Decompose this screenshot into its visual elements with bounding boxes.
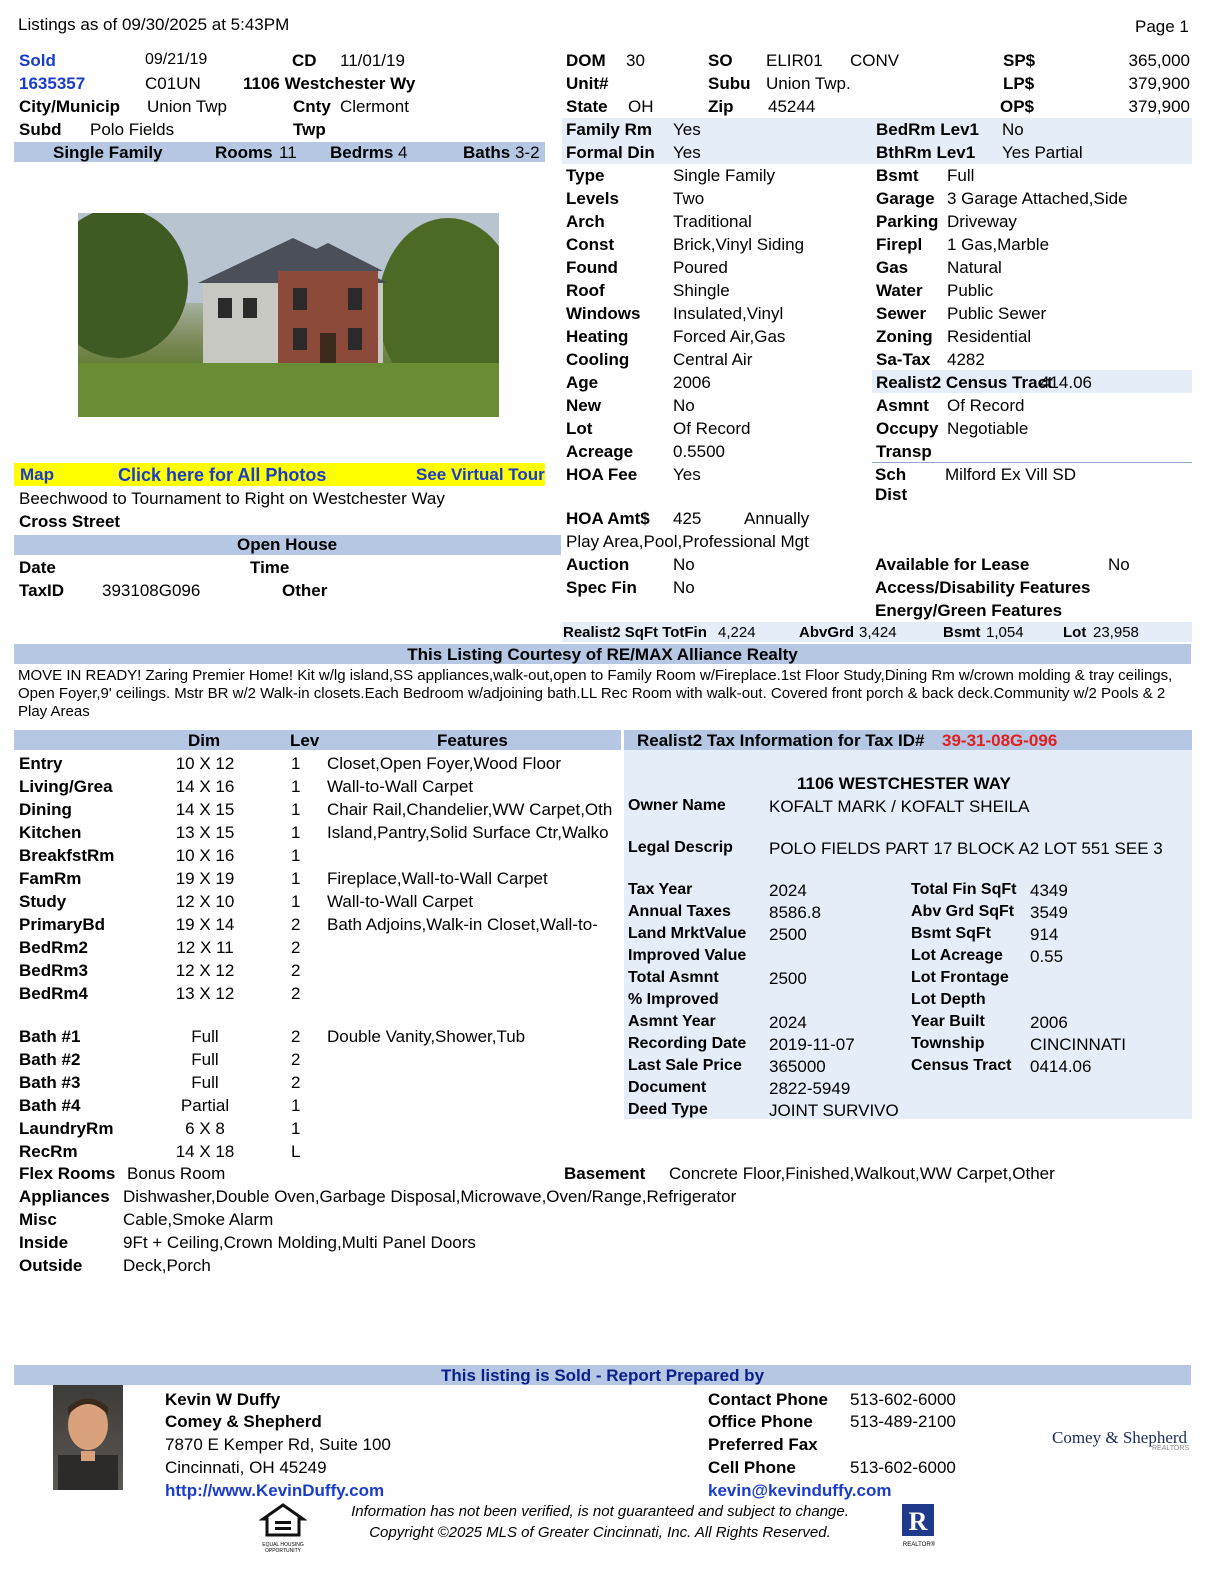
room-features: Bath Adjoins,Walk-in Closet,Wall-to- — [327, 915, 598, 934]
detail-label: BthRm Lev1 — [876, 143, 976, 162]
agent-city: Cincinnati, OH 45249 — [165, 1458, 327, 1477]
detail-label: Heating — [566, 327, 629, 346]
room-name: Kitchen — [19, 823, 82, 842]
room-name: BreakfstRm — [19, 846, 115, 865]
tax-label: Township — [911, 1035, 985, 1052]
sqft-totfin-label: Realist2 SqFt TotFin — [563, 624, 707, 641]
tax-title: Realist2 Tax Information for Tax ID# — [637, 731, 925, 750]
rooms-features-header: Features — [437, 731, 508, 750]
detail-value: Full — [947, 166, 975, 185]
room-name: Bath #4 — [19, 1096, 81, 1115]
tax-address: 1106 WESTCHESTER WAY — [797, 774, 1011, 793]
tax-label: Annual Taxes — [628, 903, 731, 920]
tax-value: 2006 — [1030, 1013, 1068, 1032]
divider — [872, 462, 1192, 463]
room-name: LaundryRm — [19, 1119, 114, 1138]
detail-label: Roof — [566, 281, 605, 300]
room-dim: 13 X 12 — [175, 984, 235, 1003]
detail-value: Residential — [947, 327, 1032, 346]
detail-value: Yes Partial — [1002, 143, 1083, 162]
sqft-totfin-value: 4,224 — [718, 624, 756, 641]
hoa-amount-label: HOA Amt$ — [566, 509, 650, 528]
room-name: Study — [19, 892, 67, 911]
tax-label: Total Fin SqFt — [911, 881, 1017, 898]
taxid-value: 393108G096 — [102, 581, 201, 600]
room-level: 2 — [291, 938, 301, 957]
tax-value: JOINT SURVIVO — [769, 1101, 899, 1120]
spec-fin-value: No — [673, 578, 695, 597]
room-name: BedRm2 — [19, 938, 88, 957]
tax-value: 2024 — [769, 1013, 807, 1032]
room-dim: Partial — [180, 1096, 230, 1115]
district-label: Dist — [875, 485, 908, 504]
auction-label: Auction — [566, 555, 630, 574]
room-level: L — [291, 1142, 301, 1161]
detail-label: Zoning — [876, 327, 933, 346]
auction-value: No — [673, 555, 695, 574]
room-level: 1 — [291, 800, 301, 819]
outside-label: Outside — [19, 1256, 83, 1275]
detail-value: Driveway — [947, 212, 1017, 231]
inside-label: Inside — [19, 1233, 69, 1252]
flex-rooms-label: Flex Rooms — [19, 1164, 116, 1183]
detail-label: Asmnt — [876, 396, 929, 415]
access-features-label: Access/Disability Features — [875, 578, 1091, 597]
office-phone-label: Office Phone — [708, 1412, 813, 1431]
detail-value: 414.06 — [1040, 373, 1092, 392]
agent-company: Comey & Shepherd — [165, 1412, 322, 1431]
room-dim: 10 X 16 — [175, 846, 235, 865]
agent-email-link[interactable]: kevin@kevinduffy.com — [708, 1481, 892, 1500]
detail-label: Gas — [876, 258, 909, 277]
room-name: RecRm — [19, 1142, 78, 1161]
tax-label: Last Sale Price — [628, 1057, 742, 1074]
disclaimer-line-1: Information has not been verified, is not guaranteed and subject to change. — [351, 1503, 849, 1520]
open-house-time-label: Time — [250, 558, 290, 577]
directions: Beechwood to Tournament to Right on Westchester Way — [19, 489, 445, 508]
sqft-bsmt-label: Bsmt — [943, 624, 981, 641]
subu-value: Union Twp. — [766, 74, 851, 93]
open-house-date-label: Date — [19, 558, 56, 577]
detail-value: Yes — [673, 143, 701, 162]
cd-label: CD — [292, 51, 317, 70]
room-level: 1 — [291, 1119, 301, 1138]
detail-label: Sa-Tax — [876, 350, 931, 369]
tax-value: 0.55 — [1030, 947, 1064, 966]
outside-value: Deck,Porch — [123, 1256, 211, 1275]
status-badge: Sold — [19, 51, 56, 70]
flex-rooms-value: Bonus Room — [127, 1164, 226, 1183]
city-label: City/Municip — [19, 97, 121, 116]
state-label: State — [566, 97, 608, 116]
detail-value: 0.5500 — [673, 442, 725, 461]
inside-value: 9Ft + Ceiling,Crown Molding,Multi Panel Doors — [123, 1233, 476, 1252]
tax-label: Lot Acreage — [911, 947, 1003, 964]
tax-label: % Improved — [628, 991, 719, 1008]
sold-date: 09/21/19 — [145, 51, 208, 68]
room-features: Fireplace,Wall-to-Wall Carpet — [327, 869, 548, 888]
tax-label: Document — [628, 1079, 707, 1096]
realtor-caption: REALTOR® — [902, 1542, 936, 1548]
detail-label: New — [566, 396, 601, 415]
sqft-lot-value: 23,958 — [1093, 624, 1139, 641]
room-name: FamRm — [19, 869, 82, 888]
township-label: Twp — [293, 120, 326, 139]
room-name: Bath #1 — [19, 1027, 81, 1046]
detail-label: Bsmt — [876, 166, 919, 185]
detail-value: Single Family — [673, 166, 776, 185]
baths-label: Baths — [463, 143, 511, 162]
hoa-amount-value: 425 — [673, 509, 702, 528]
room-name: Dining — [19, 800, 72, 819]
dom-value: 30 — [626, 51, 645, 70]
unit-label: Unit# — [566, 74, 609, 93]
disclaimer-line-2: Copyright ©2025 MLS of Greater Cincinnati, Inc. All Rights Reserved. — [369, 1524, 831, 1541]
page-number: Page 1 — [1135, 17, 1189, 36]
list-price-label: LP$ — [1003, 74, 1035, 93]
detail-label: Windows — [566, 304, 641, 323]
tax-id: 39-31-08G-096 — [942, 731, 1058, 750]
room-features: Island,Pantry,Solid Surface Ctr,Walko — [327, 823, 609, 842]
svg-text:R: R — [908, 1507, 928, 1536]
detail-label: Acreage — [566, 442, 634, 461]
room-level: 2 — [291, 984, 301, 1003]
detail-value: Yes — [673, 120, 701, 139]
property-photo[interactable] — [78, 213, 499, 417]
realtor-icon — [898, 1503, 940, 1548]
room-dim: Full — [191, 1050, 219, 1069]
room-features: Double Vanity,Shower,Tub — [327, 1027, 526, 1046]
detail-label: Type — [566, 166, 605, 185]
tax-value: 3549 — [1030, 903, 1068, 922]
room-features: Closet,Open Foyer,Wood Floor — [327, 754, 562, 773]
rooms-label: Rooms — [215, 143, 273, 162]
detail-label: Garage — [876, 189, 935, 208]
room-level: 1 — [291, 892, 301, 911]
sqft-lot-label: Lot — [1063, 624, 1087, 641]
detail-label: Cooling — [566, 350, 630, 369]
basement-label: Basement — [564, 1164, 646, 1183]
county-value: Clermont — [340, 97, 409, 116]
spec-fin-label: Spec Fin — [566, 578, 637, 597]
detail-label: Family Rm — [566, 120, 652, 139]
detail-value: 4282 — [947, 350, 985, 369]
detail-value: Central Air — [673, 350, 753, 369]
room-features: Wall-to-Wall Carpet — [327, 892, 474, 911]
tax-label: Recording Date — [628, 1035, 747, 1052]
room-level: 1 — [291, 869, 301, 888]
room-dim: 14 X 16 — [175, 777, 235, 796]
property-address: 1106 Westchester Wy — [243, 74, 416, 93]
subdivision-value: Polo Fields — [90, 120, 175, 139]
cell-phone-label: Cell Phone — [708, 1458, 796, 1477]
appliances-value: Dishwasher,Double Oven,Garbage Disposal,Microwave,Oven/Range,Refrigerator — [123, 1187, 737, 1206]
company-logo-sub: REALTORS — [1152, 1445, 1190, 1452]
tax-label: Asmnt Year — [628, 1013, 716, 1030]
area-code: C01UN — [145, 74, 201, 93]
room-level: 1 — [291, 823, 301, 842]
detail-value: Insulated,Vinyl — [673, 304, 784, 323]
rooms-count: 11 — [279, 143, 297, 162]
detail-label: BedRm Lev1 — [876, 120, 979, 139]
agent-photo — [53, 1385, 123, 1490]
tax-value: 2822-5949 — [769, 1079, 851, 1098]
rooms-lev-header: Lev — [290, 731, 320, 750]
appliances-label: Appliances — [19, 1187, 110, 1206]
footer-banner: This listing is Sold - Report Prepared by — [440, 1366, 765, 1385]
detail-label: Sewer — [876, 304, 927, 323]
detail-value: Brick,Vinyl Siding — [673, 235, 805, 254]
detail-label: Lot — [566, 419, 593, 438]
detail-value: Shingle — [673, 281, 730, 300]
detail-value: Of Record — [673, 419, 751, 438]
tax-label: Total Asmnt — [628, 969, 719, 986]
detail-label: Arch — [566, 212, 605, 231]
detail-label: Levels — [566, 189, 619, 208]
basement-value: Concrete Floor,Finished,Walkout,WW Carpet,Other — [669, 1164, 1055, 1183]
detail-value: 3 Garage Attached,Side — [947, 189, 1128, 208]
sqft-abvgrd-value: 3,424 — [859, 624, 897, 641]
subdivision-label: Subd — [19, 120, 62, 139]
subu-label: Subu — [708, 74, 751, 93]
tax-value: 2500 — [769, 969, 807, 988]
rooms-dim-header: Dim — [188, 731, 221, 750]
cross-street-label: Cross Street — [19, 512, 121, 531]
room-name: Living/Grea — [19, 777, 113, 796]
tax-value: 2019-11-07 — [769, 1035, 855, 1054]
room-name: PrimaryBd — [19, 915, 105, 934]
detail-label: Realist2 Census Tract — [876, 373, 1053, 392]
detail-label: Transp — [876, 442, 932, 461]
room-dim: 13 X 15 — [175, 823, 235, 842]
agent-website-link[interactable]: http://www.KevinDuffy.com — [165, 1481, 385, 1500]
room-level: 2 — [291, 1050, 301, 1069]
detail-value: 2006 — [673, 373, 711, 392]
room-features: Chair Rail,Chandelier,WW Carpet,Oth — [327, 800, 613, 819]
sqft-bsmt-value: 1,054 — [986, 624, 1024, 641]
room-dim: 6 X 8 — [185, 1119, 225, 1138]
tax-label: Lot Frontage — [911, 969, 1009, 986]
so-value: ELIR01 — [766, 51, 823, 70]
tax-value: CINCINNATI — [1030, 1035, 1127, 1054]
all-photos-link[interactable]: Click here for All Photos — [118, 465, 327, 485]
room-dim: 12 X 10 — [175, 892, 235, 911]
city-value: Union Twp — [147, 97, 228, 116]
room-dim: Full — [191, 1073, 219, 1092]
detail-label: Const — [566, 235, 615, 254]
detail-value: Public — [947, 281, 994, 300]
room-level: 1 — [291, 1096, 301, 1115]
other-label: Other — [282, 581, 328, 600]
detail-value: Two — [673, 189, 705, 208]
property-type: Single Family — [53, 143, 163, 162]
hoa-fee-label: HOA Fee — [566, 465, 638, 484]
room-dim: 10 X 12 — [175, 754, 235, 773]
tax-value: 365000 — [769, 1057, 826, 1076]
tax-label: Census Tract — [911, 1057, 1012, 1074]
original-price-label: OP$ — [1000, 97, 1035, 116]
room-dim: 14 X 15 — [175, 800, 235, 819]
tax-value: 2024 — [769, 881, 807, 900]
remarks: MOVE IN READY! Zaring Premier Home! Kit w/lg island,SS appliances,walk-out,open to Family Room w/Fireplace.1st Floor Study,Dining Rm w/crown molding & tray ceilings, Open Foyer,9' ceilings. Mstr BR w/2 Walk-in closets.Each Bedroom w/adjoining bath.LL Rec Room with walk-out. Covered front porch & back deck.Community w/2 Pools & 2 Play Areas — [18, 667, 1173, 720]
energy-features-label: Energy/Green Features — [875, 601, 1063, 620]
owner-label: Owner Name — [628, 797, 726, 814]
sold-price-label: SP$ — [1003, 51, 1036, 70]
room-name: Bath #3 — [19, 1073, 81, 1092]
room-dim: Full — [191, 1027, 219, 1046]
baths-count: 3-2 — [515, 143, 540, 162]
misc-value: Cable,Smoke Alarm — [123, 1210, 274, 1229]
virtual-tour-link[interactable]: See Virtual Tour — [416, 465, 545, 484]
cell-phone-value: 513-602-6000 — [850, 1458, 956, 1477]
hoa-frequency: Annually — [744, 509, 810, 528]
agent-street: 7870 E Kemper Rd, Suite 100 — [165, 1435, 391, 1454]
detail-label: Age — [566, 373, 599, 392]
tax-label: Year Built — [911, 1013, 985, 1030]
detail-value: Of Record — [947, 396, 1025, 415]
room-name: BedRm4 — [19, 984, 88, 1003]
tax-label: Deed Type — [628, 1101, 708, 1118]
company-logo: Comey & Shepherd — [1052, 1428, 1188, 1447]
cd-value: 11/01/19 — [340, 51, 405, 70]
room-name: Bath #2 — [19, 1050, 81, 1069]
detail-value: No — [673, 396, 695, 415]
tax-value: 4349 — [1030, 881, 1068, 900]
bedrooms-label: Bedrms — [330, 143, 394, 162]
equal-housing-icon — [259, 1503, 307, 1554]
detail-label: Parking — [876, 212, 939, 231]
open-house-title: Open House — [237, 535, 338, 554]
dom-label: DOM — [566, 51, 606, 70]
room-level: 2 — [291, 1073, 301, 1092]
lease-label: Available for Lease — [875, 555, 1030, 574]
room-dim: 14 X 18 — [175, 1142, 235, 1161]
detail-value: No — [1002, 120, 1024, 139]
tax-label: Bsmt SqFt — [911, 925, 991, 942]
bedrooms-count: 4 — [398, 143, 408, 162]
room-level: 1 — [291, 846, 301, 865]
detail-value: Forced Air,Gas — [673, 327, 786, 346]
room-dim: 19 X 14 — [175, 915, 235, 934]
room-name: BedRm3 — [19, 961, 88, 980]
sqft-abvgrd-label: AbvGrd — [799, 624, 855, 641]
tax-label: Improved Value — [628, 947, 747, 964]
detail-label: Water — [876, 281, 923, 300]
tax-value: 914 — [1030, 925, 1059, 944]
detail-label: Occupy — [876, 419, 939, 438]
office-phone-value: 513-489-2100 — [850, 1412, 956, 1431]
fax-label: Preferred Fax — [708, 1435, 818, 1454]
agent-name: Kevin W Duffy — [165, 1390, 281, 1409]
tax-value: 0414.06 — [1030, 1057, 1092, 1076]
room-features: Wall-to-Wall Carpet — [327, 777, 474, 796]
zip-value: 45244 — [768, 97, 816, 116]
room-level: 2 — [291, 1027, 301, 1046]
listing-courtesy: This Listing Courtesy of RE/MAX Alliance Realty — [407, 645, 798, 664]
legal-value: POLO FIELDS PART 17 BLOCK A2 LOT 551 SEE 3 — [769, 839, 1163, 858]
listings-timestamp: Listings as of 09/30/2025 at 5:43PM — [18, 15, 290, 34]
tax-label: Land MrktValue — [628, 925, 747, 942]
tax-label: Tax Year — [628, 881, 693, 898]
list-price-value: 379,900 — [1128, 74, 1190, 93]
tax-value: 2500 — [769, 925, 807, 944]
room-dim: 12 X 11 — [176, 938, 234, 957]
hoa-fee-value: Yes — [673, 465, 701, 484]
lease-value: No — [1108, 555, 1130, 574]
detail-value: Negotiable — [947, 419, 1029, 438]
room-level: 1 — [291, 777, 301, 796]
sold-price-value: 365,000 — [1128, 51, 1190, 70]
detail-value: Public Sewer — [947, 304, 1047, 323]
mls-number-link[interactable]: 1635357 — [19, 74, 86, 93]
so-type: CONV — [850, 51, 900, 70]
detail-value: Poured — [673, 258, 728, 277]
zip-label: Zip — [708, 97, 734, 116]
school-district-value: Milford Ex Vill SD — [945, 465, 1076, 484]
room-name: Entry — [19, 754, 63, 773]
room-level: 2 — [291, 961, 301, 980]
tax-label: Lot Depth — [911, 991, 986, 1008]
contact-phone-label: Contact Phone — [708, 1390, 828, 1409]
owner-value: KOFALT MARK / KOFALT SHEILA — [769, 797, 1030, 816]
detail-value: Natural — [947, 258, 1002, 277]
so-label: SO — [708, 51, 733, 70]
detail-value: 1 Gas,Marble — [947, 235, 1050, 254]
room-level: 2 — [291, 915, 301, 934]
legal-label: Legal Descrip — [628, 839, 733, 856]
map-link[interactable]: Map — [20, 465, 54, 484]
room-dim: 12 X 12 — [175, 961, 235, 980]
state-value: OH — [628, 97, 654, 116]
county-label: Cnty — [293, 97, 331, 116]
taxid-label: TaxID — [19, 581, 65, 600]
detail-label: Formal Din — [566, 143, 655, 162]
tax-label: Abv Grd SqFt — [911, 903, 1015, 920]
detail-value: Traditional — [673, 212, 752, 231]
room-level: 1 — [291, 754, 301, 773]
detail-label: Found — [566, 258, 618, 277]
room-dim: 19 X 19 — [175, 869, 235, 888]
school-label: Sch — [875, 465, 907, 484]
tax-value: 8586.8 — [769, 903, 821, 922]
hoa-amenities: Play Area,Pool,Professional Mgt — [566, 532, 809, 551]
contact-phone-value: 513-602-6000 — [850, 1390, 956, 1409]
detail-label: Firepl — [876, 235, 923, 254]
eho-caption: EQUAL HOUSING OPPORTUNITY — [262, 1542, 304, 1554]
misc-label: Misc — [19, 1210, 57, 1229]
original-price-value: 379,900 — [1128, 97, 1190, 116]
